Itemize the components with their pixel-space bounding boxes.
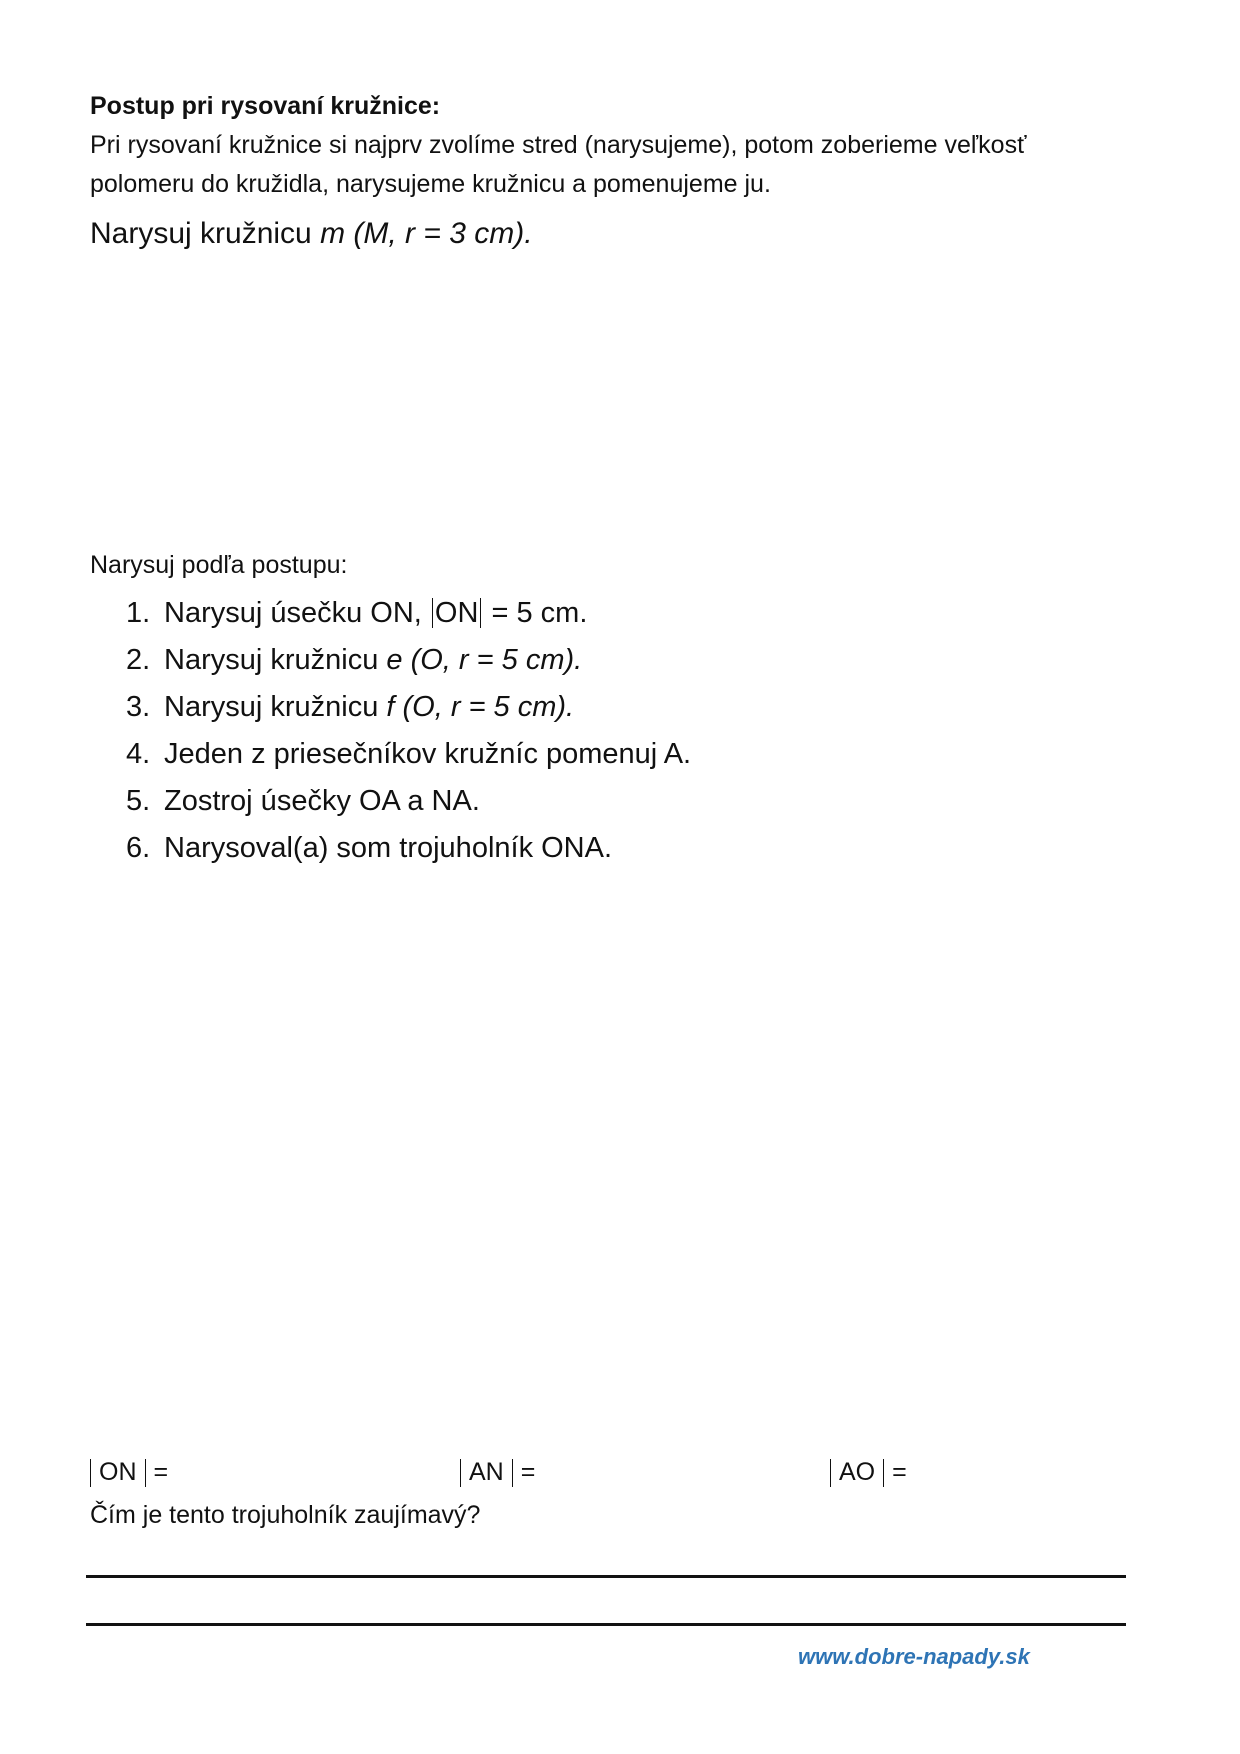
measure-equals: = [153,1458,169,1486]
step-notation: e (O, r = 5 cm). [386,644,583,676]
measure-ao [828,1458,907,1487]
step-number: 4. [126,738,151,770]
measure-label: AO [839,1458,876,1486]
step-text: Jeden z priesečníkov kružníc pomenuj A. [164,738,692,770]
step-text: Zostroj úsečky OA a NA. [164,785,480,817]
measure-an [458,1458,535,1487]
step-number: 1. [126,597,151,629]
step-text: Narysuj kružnicu [164,691,387,723]
steps-list [126,590,691,872]
abs-bar-right [883,1459,884,1487]
step-item [126,731,691,778]
measure-label: AN [469,1458,504,1486]
step-notation: f (O, r = 5 cm). [386,691,575,723]
intro-line-2: polomeru do kružidla, narysujeme kružnicu a pomenujeme ju. [90,170,771,198]
instructions-title: Narysuj podľa postupu: [90,551,348,579]
task-prefix: Narysuj kružnicu [90,217,321,250]
measure-on [88,1458,168,1487]
step-item [126,825,691,872]
answer-line-1[interactable] [86,1575,1126,1578]
abs-bar-right [512,1459,513,1487]
step-item [126,637,691,684]
step-number: 3. [126,691,151,723]
abs-bar-left [90,1459,91,1487]
step-text: Narysuj úsečku ON, [164,597,430,629]
abs-bar-right [145,1459,146,1487]
task-notation: m (M, r = 3 cm). [320,217,533,250]
step-number: 5. [126,785,151,817]
section-heading: Postup pri rysovaní kružnice: [90,92,441,120]
step-text: Narysoval(a) som trojuholník ONA. [164,832,613,864]
step-item [126,684,691,731]
step-item [126,778,691,825]
step-text: Narysuj kružnicu [164,644,387,676]
answer-line-2[interactable] [86,1623,1126,1626]
measure-equals: = [892,1458,907,1486]
step-number: 2. [126,644,151,676]
abs-bar-left [830,1459,831,1487]
question: Čím je tento trojuholník zaujímavý? [90,1501,481,1529]
step-number: 6. [126,832,151,864]
segment-length-notation: ON [432,598,482,628]
abs-bar-left [460,1459,461,1487]
measure-label: ON [99,1458,137,1486]
step-item [126,590,691,637]
measure-equals: = [520,1458,536,1486]
task-circle-m [90,217,533,251]
intro-line-1: Pri rysovaní kružnice si najprv zvolíme stred (narysujeme), potom zoberieme veľkosť [90,131,1027,159]
step-text-suffix: = 5 cm. [483,597,588,629]
footer-website-link[interactable]: www.dobre-napady.sk [798,1644,1030,1669]
